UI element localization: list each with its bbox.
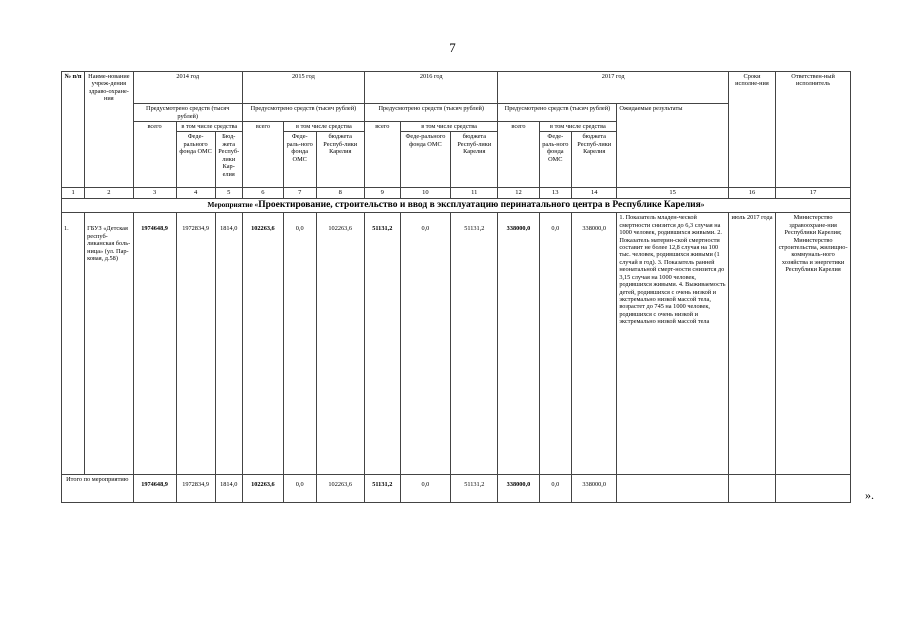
- column-number: 3: [133, 188, 176, 199]
- total-2014-budget: 1814,0: [215, 475, 242, 503]
- total-responsible-empty: [776, 475, 851, 503]
- column-number: 4: [176, 188, 215, 199]
- total-2017-total: 338000,0: [498, 475, 539, 503]
- column-number: 14: [572, 188, 617, 199]
- column-number: 10: [400, 188, 450, 199]
- total-2016-budget: 51131,2: [451, 475, 498, 503]
- page-number: 7: [449, 40, 456, 55]
- column-number: 8: [316, 188, 364, 199]
- column-number: 7: [283, 188, 316, 199]
- total-2015-federal: 0,0: [283, 475, 316, 503]
- value-2016-federal: 0,0: [400, 213, 450, 475]
- column-number: 1: [62, 188, 85, 199]
- header-budget-2015: бюджета Респуб-лики Карелия: [316, 132, 364, 188]
- column-number: 12: [498, 188, 539, 199]
- event-title: Мероприятие «Проектирование, строительство и ввод в эксплуатацию перинатального центра в Республике Карелия»: [62, 199, 851, 213]
- header-budget-2017: бюджета Респуб-лики Карелия: [572, 132, 617, 188]
- header-federal-2015: Феде-раль-ного фонда ОМС: [283, 132, 316, 188]
- header-year-2015: 2015 год: [242, 72, 364, 104]
- value-2017-budget: 338000,0: [572, 213, 617, 475]
- header-including-2017: в том числе средства: [539, 122, 617, 132]
- column-number: 9: [364, 188, 400, 199]
- header-federal-2016: Феде-рального фонда ОМС: [400, 132, 450, 188]
- header-total-2016: всего: [364, 122, 400, 132]
- value-2015-total: 102263,6: [242, 213, 283, 475]
- total-2016-total: 51131,2: [364, 475, 400, 503]
- column-number: 17: [776, 188, 851, 199]
- total-results-empty: [617, 475, 729, 503]
- total-deadline-empty: [728, 475, 775, 503]
- header-year-2016: 2016 год: [364, 72, 498, 104]
- closing-quote-mark: ».: [865, 488, 874, 502]
- header-deadline: Сроки исполне-ния: [728, 72, 775, 104]
- column-number: 11: [451, 188, 498, 199]
- total-2017-federal: 0,0: [539, 475, 572, 503]
- total-2014-federal: 1972834,9: [176, 475, 215, 503]
- column-number: 15: [617, 188, 729, 199]
- value-2017-federal: 0,0: [539, 213, 572, 475]
- total-2014-total: 1974648,9: [133, 475, 176, 503]
- header-responsible: Ответствен-ный исполнитель: [776, 72, 851, 104]
- header-provided-2014: Предусмотрено средств (тысяч рублей): [133, 104, 242, 122]
- header-row-including: [62, 122, 851, 132]
- column-number: 5: [215, 188, 242, 199]
- value-2015-federal: 0,0: [283, 213, 316, 475]
- value-2014-budget: 1814,0: [215, 213, 242, 475]
- value-2016-total: 51131,2: [364, 213, 400, 475]
- responsible-executor: Министерство здравоохране-ния Республики Карелия; Министерство строительства, жилищно-коммуналь-ного хозяйства и энергетики Республики Карелия: [776, 213, 851, 475]
- header-year-2017: 2017 год: [498, 72, 728, 104]
- column-number: 16: [728, 188, 775, 199]
- event-row: [62, 199, 851, 213]
- row-number: 1.: [62, 213, 85, 475]
- header-institution: Наиме-нование учреж-дения здраво-охране-ния: [85, 72, 133, 104]
- value-2014-total: 1974648,9: [133, 213, 176, 475]
- column-number: 2: [85, 188, 133, 199]
- header-expected-results: Ожидаемые результаты: [617, 104, 729, 122]
- header-budget-2014: Бюд-жета Респуб-лики Кар-елия: [215, 132, 242, 188]
- header-including-2015: в том числе средства: [283, 122, 364, 132]
- value-2016-budget: 51131,2: [451, 213, 498, 475]
- header-row-sources: [62, 132, 851, 188]
- total-2015-total: 102263,6: [242, 475, 283, 503]
- header-provided-2017: Предусмотрено средств (тысяч рублей): [498, 104, 617, 122]
- data-row: [62, 213, 851, 475]
- column-number-row: [62, 188, 851, 199]
- header-federal-2014: Феде-рального фонда ОМС: [176, 132, 215, 188]
- header-budget-2016: бюджета Респуб-лики Карелия: [451, 132, 498, 188]
- total-2016-federal: 0,0: [400, 475, 450, 503]
- budget-table: [61, 71, 851, 503]
- column-number: 6: [242, 188, 283, 199]
- total-row: [62, 475, 851, 503]
- header-total-2017: всего: [498, 122, 539, 132]
- header-num: № п/п: [62, 72, 85, 104]
- header-row-provided: [62, 104, 851, 122]
- total-2017-budget: 338000,0: [572, 475, 617, 503]
- value-2017-total: 338000,0: [498, 213, 539, 475]
- header-provided-2015: Предусмотрено средств (тысяч рублей): [242, 104, 364, 122]
- header-total-2015: всего: [242, 122, 283, 132]
- column-number: 13: [539, 188, 572, 199]
- header-year-2014: 2014 год: [133, 72, 242, 104]
- total-label: Итого по мероприятию: [62, 475, 134, 503]
- header-including-2016: в том числе средства: [400, 122, 498, 132]
- header-including-2014: в том числе средства: [176, 122, 242, 132]
- header-total-2014: всего: [133, 122, 176, 132]
- header-federal-2017: Феде-раль-ного фонда ОМС: [539, 132, 572, 188]
- row-institution: ГБУЗ «Детская респуб-ликанская боль-ница» (ул. Пар-ковая, д.58): [85, 213, 133, 475]
- header-provided-2016: Предусмотрено средств (тысяч рублей): [364, 104, 498, 122]
- expected-results: 1. Показатель младен-ческой смертности снизится до 6,3 случая на 1000 человек, родившихся живыми. 2. Показатель материн-ской смертности составит не более 12,8 случая на 100 тыс. человек, родившихся живыми (1 случай в год). 3. Показатель ранней неонатальной смерт-ности снизится до 3,15 случая на 1000 человек, родившихся живыми. 4. Выживаемость детей, родившихся с очень низкой и экстремально низкой массой тела, возрастет до 745 на 1000 человек, родившихся с очень низкой и экстремально низкой массой тела: [617, 213, 729, 475]
- deadline: июль 2017 года: [728, 213, 775, 475]
- value-2015-budget: 102263,6: [316, 213, 364, 475]
- total-2015-budget: 102263,6: [316, 475, 364, 503]
- header-row-years: [62, 72, 851, 104]
- value-2014-federal: 1972834,9: [176, 213, 215, 475]
